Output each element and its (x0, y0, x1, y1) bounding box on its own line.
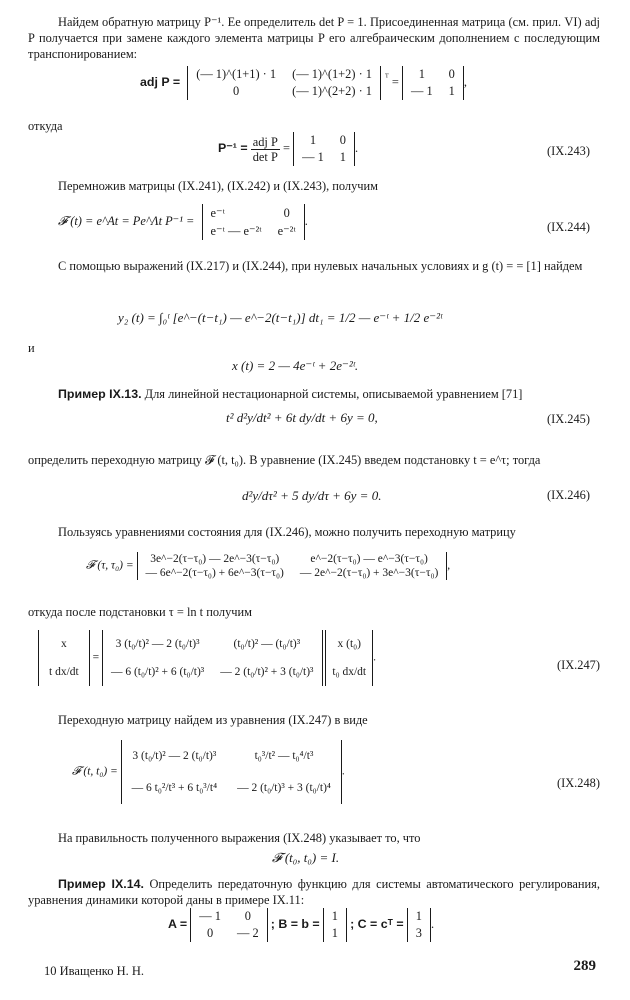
frac-den: det P (252, 149, 278, 164)
c2: 3 (415, 926, 422, 940)
example-14-text: Определить передаточную функцию для системы автоматического регулирования, уравнения динамики которой даны в примере IX.11: (28, 877, 600, 907)
eq-label-247: (IX.247) (556, 658, 600, 672)
equation-adj-p: adj P = (— 1)^(1+1) · 1 (— 1)^(1+2) · 1 0 (— 1)^(2+2) · $1^ᵀ = 1$ 0 — 1 1, (140, 67, 467, 98)
matrix-248 (121, 740, 342, 804)
equals-sign: = (282, 140, 290, 155)
fraction-adj-det (251, 135, 280, 164)
adj-r12: 0 (448, 67, 455, 81)
matrix-b-label: ; B = b = (270, 916, 320, 931)
equation-245: t² d²y/dt² + 6t dy/dt + 6y = 0, (226, 410, 378, 425)
tau-m11: 3e^−2(τ−τ₀) — 2e^−3(τ−τ₀) (150, 553, 280, 565)
example-14-title: Пример IX.14. (58, 877, 144, 891)
m247-m11: 3 (t₀/t)² — 2 (t₀/t)³ (115, 638, 200, 650)
paragraph-ln-substitution: откуда после подстановки τ = ln t получим (28, 605, 252, 619)
pinv-r22: 1 (339, 150, 346, 164)
p-inverse-matrix (293, 132, 355, 166)
transition-matrix-lhs: 𝓕 (t) = e^At = Pe^Λt P⁻¹ = (58, 213, 195, 228)
paragraph-inverse-matrix: Найдем обратную матрицу P⁻¹. Ее определитель det P = 1. Присоединенная матрица (см. прил. VI) adj P получается при замене каждого элемента матрицы P его алгебраическим дополнением с последующим транспонированием: (28, 15, 600, 61)
vector-c (407, 908, 431, 942)
tm244-m22: e⁻²ᵗ (277, 224, 296, 238)
paragraph-find-matrix: Переходную матрицу найдем из уравнения (IX.247) в виде (58, 713, 368, 727)
adj-r11: 1 (418, 67, 425, 81)
paragraph-state-equations: Пользуясь уравнениями состояния для (IX.246), можно получить переходную матрицу (58, 525, 516, 539)
pinv-r11: 1 (309, 133, 317, 147)
adj-r21: — 1 (410, 84, 433, 98)
equation-y2: y₂ (t) = ∫₀ᵗ [e^−(t−t₁) — e^−2(t−t₁)] dt₁ = 1/2 — e⁻ᵗ + 1/2 e⁻²ᵗ (118, 310, 443, 325)
equation-247: x t dx/dt = 3 (t₀/t)² — 2 (t₀/t)³ (t₀/t)² — (t₀/t)³ — 6 (t₀/t)² + 6 (t₀/t)³ — 2 (t₀/t)² + 3 (t₀/t)³ x (t₀) t₀ dx/dt. (38, 630, 376, 686)
equation-244: 𝓕 (t) = e^At = Pe^Λt P⁻¹ = e⁻ᵗ 0 e⁻ᵗ — e⁻²ᵗ e⁻²ᵗ. (58, 205, 308, 238)
state-x: x (60, 638, 67, 650)
example-13-title: Пример IX.13. (58, 387, 142, 401)
matrix-c-label: ; C = cᵀ = (350, 916, 404, 931)
matrix-247 (102, 630, 323, 686)
adj-r22: 1 (448, 84, 455, 98)
adj-m22: (— 1)^(2+2) · 1 (292, 84, 372, 98)
transition-matrix-244 (202, 204, 305, 240)
matrix-248-lhs: 𝓕 (t, t₀) = (72, 765, 118, 778)
m248-m21: — 6 t₀²/t³ + 6 t₀³/t⁴ (131, 782, 218, 794)
m248-m11: 3 (t₀/t)² — 2 (t₀/t)³ (132, 750, 217, 762)
m248-m22: — 2 (t₀/t)³ + 3 (t₀/t)⁴ (237, 782, 331, 794)
equation-243: P⁻¹ = $\frac{\text{adj P}}{\text{det P}}$ = 1 0 — 1 1. (218, 133, 359, 164)
matrix-a (190, 908, 267, 942)
adj-m12: (— 1)^(1+2) · 1 (292, 67, 372, 81)
a11: — 1 (199, 909, 221, 923)
state-t-dxdt: t dx/dt (49, 666, 79, 678)
adj-matrix (187, 66, 381, 100)
matrix-a-label: A = (168, 916, 188, 931)
vector-b (323, 908, 347, 942)
m247-m12: (t₀/t)² — (t₀/t)³ (233, 638, 301, 650)
equation-tau: 𝓕 (τ, τ₀) = 3e^−2(τ−τ₀) — 2e^−3(τ−τ₀) e^−2(τ−τ₀) — e^−3(τ−τ₀) — 6e^−2(τ−τ₀) + 6e^−3(τ−τ₀) — 2e^−2(τ−τ₀) + 3e^−3(τ−τ₀), (86, 553, 451, 579)
equation-246: d²y/dτ² + 5 dy/dτ + 6y = 0. (242, 488, 382, 503)
adj-m21: 0 (233, 84, 240, 98)
eq-label-244: (IX.244) (546, 220, 590, 234)
frac-num: adj P (252, 134, 278, 149)
tm244-m21: e⁻ᵗ — e⁻²ᵗ (210, 224, 262, 238)
m247-m21: — 6 (t₀/t)² + 6 (t₀/t)³ (110, 666, 205, 678)
m247-m22: — 2 (t₀/t)² + 3 (t₀/t)³ (220, 666, 314, 678)
eq-label-243: (IX.243) (546, 144, 590, 158)
equation-248: 𝓕 (t, t₀) = 3 (t₀/t)² — 2 (t₀/t)³ t₀³/t² — t₀⁴/t³ — 6 t₀²/t³ + 6 t₀³/t⁴ — 2 (t₀/t)³ + 3 (t₀/t)⁴. (72, 740, 345, 804)
page-number: 289 (573, 958, 596, 974)
a12: 0 (244, 909, 251, 923)
b1: 1 (331, 909, 338, 923)
example-13-text: Для линейной нестационарной системы, описываемой уравнением [71] (144, 387, 523, 401)
p-inverse-label: P⁻¹ = (218, 140, 248, 155)
a22: — 2 (236, 926, 259, 940)
c1: 1 (415, 909, 422, 923)
tm244-m12: 0 (283, 205, 290, 220)
initial-vector (325, 630, 373, 686)
equation-identity: 𝓕 (t₀, t₀) = I. (272, 850, 340, 865)
tau-matrix-lhs: 𝓕 (τ, τ₀) = (86, 559, 134, 572)
word-otkuda: откуда (28, 119, 63, 133)
m248-m12: t₀³/t² — t₀⁴/t³ (254, 750, 314, 762)
paragraph-initial-conditions: С помощью выражений (IX.217) и (IX.244), при нулевых начальных условиях и g (t) = = [1] найдем (58, 259, 583, 273)
state-vector (38, 630, 90, 686)
a21: 0 (207, 926, 214, 940)
paragraph-substitution: определить переходную матрицу 𝓕 (t, t₀). В уравнение (IX.245) введем подстановку t = e^τ; тогда (28, 453, 541, 467)
paragraph-correctness: На правильность полученного выражения (IX.248) указывает то, что (58, 831, 421, 845)
tau-transition-matrix (137, 552, 448, 580)
adj-m11: (— 1)^(1+1) · 1 (196, 67, 277, 81)
eq-label-248: (IX.248) (556, 776, 600, 790)
equals-sign: = (391, 74, 399, 89)
eq-label-246: (IX.246) (546, 488, 590, 502)
example-14 (28, 876, 600, 908)
equation-abc: A = — 1 0 0 — 2 ; B = b = 1 1 ; C = cᵀ = 1 3. (168, 909, 435, 940)
tm244-m11: e⁻ᵗ (210, 206, 225, 220)
pinv-r21: — 1 (302, 150, 324, 164)
adj-result-matrix (402, 66, 464, 100)
paragraph-multiply: Перемножив матрицы (IX.241), (IX.242) и (IX.243), получим (58, 179, 379, 193)
adj-p-label: adj P = (140, 74, 181, 89)
equation-x: x (t) = 2 — 4e⁻ᵗ + 2e⁻²ᵗ. (232, 358, 359, 373)
eq-label-245: (IX.245) (546, 412, 590, 426)
b2: 1 (331, 926, 338, 940)
init-t0-dxdt: t₀ dx/dt (332, 666, 367, 678)
word-i: и (28, 341, 35, 355)
tau-m22: — 2e^−2(τ−τ₀) + 3e^−3(τ−τ₀) (299, 567, 439, 579)
signature-footer: 10 Иващенко Н. Н. (44, 964, 145, 978)
tau-m12: e^−2(τ−τ₀) — e^−3(τ−τ₀) (310, 553, 428, 565)
init-x: x (t₀) (337, 638, 361, 650)
example-13 (28, 386, 600, 402)
transpose-sup: ᵀ (385, 72, 389, 84)
pinv-r12: 0 (339, 133, 346, 147)
tau-m21: — 6e^−2(τ−τ₀) + 6e^−3(τ−τ₀) (145, 567, 284, 579)
